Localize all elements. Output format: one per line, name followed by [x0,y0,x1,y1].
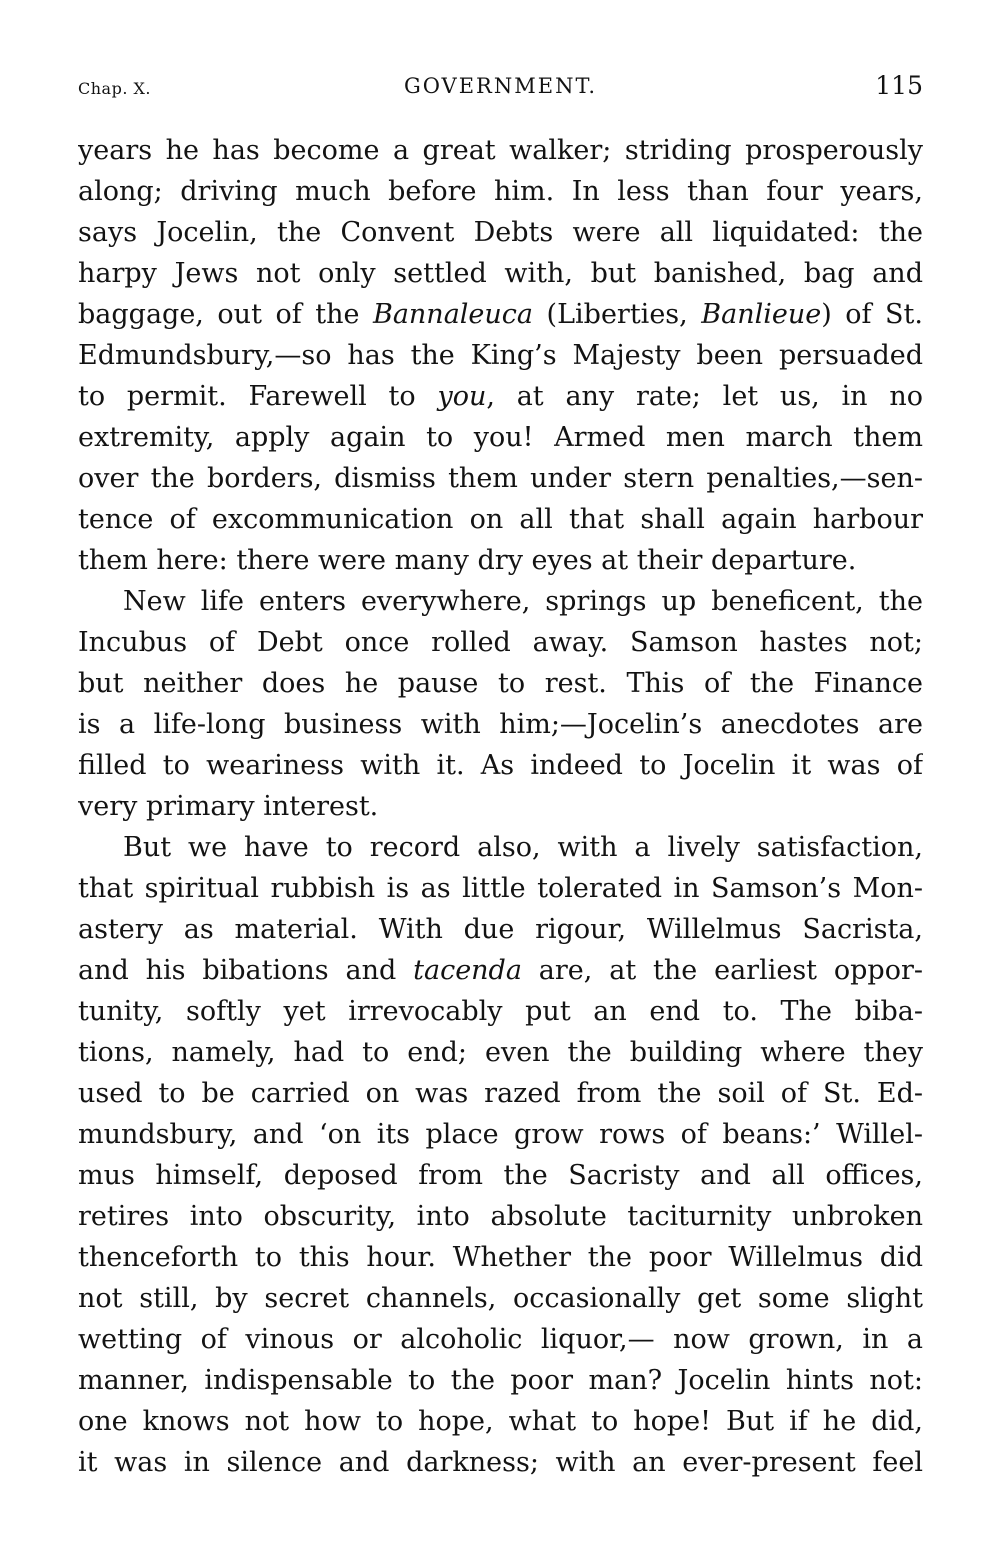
text-segment: tions, namely, had to end; even the building where they [78,1037,923,1068]
text-line [78,827,923,868]
text-segment: one knows not how to hope, what to hope! But if he did, [78,1406,923,1437]
text-line [78,909,923,950]
text-line [78,991,923,1032]
text-segment: tunity, softly yet irrevocably put an end to. The biba- [78,996,923,1027]
text-segment: , at any rate; let us, in no [486,381,923,412]
text-line [78,950,923,991]
text-line [78,704,923,745]
text-segment: (Liberties, [533,299,702,330]
text-line [78,663,923,704]
text-segment: to permit. Farewell to [78,381,438,412]
text-segment: used to be carried on was razed from the soil of St. Ed- [78,1078,923,1109]
text-line [78,1278,923,1319]
page-body [78,130,923,1483]
text-segment: not still, by secret channels, occasionally get some slight [78,1283,923,1314]
text-segment: mus himself, deposed from the Sacristy and all offices, [78,1160,923,1191]
text-line [78,499,923,540]
text-line [78,253,923,294]
text-segment: but neither does he pause to rest. This of the Finance [78,668,923,699]
text-segment: Incubus of Debt once rolled away. Samson hastes not; [78,627,923,658]
text-line [78,1442,923,1483]
text-line [78,622,923,663]
italic-text: you [437,381,487,412]
text-segment: filled to weariness with it. As indeed to Jocelin it was of [78,750,923,781]
text-line [78,1401,923,1442]
italic-text: Bannaleuca [372,299,534,330]
text-line [78,868,923,909]
text-line [78,745,923,786]
text-segment: is a life-long business with him;—Jocelin’s anecdotes are [78,709,923,740]
text-line [78,376,923,417]
text-line [78,171,923,212]
text-line [78,417,923,458]
text-segment: very primary interest. [78,791,379,822]
text-line [78,1073,923,1114]
text-segment: years he has become a great walker; striding prosperously [78,135,923,166]
running-header [78,64,923,98]
paragraph [78,827,923,1483]
text-segment: along; driving much before him. In less than four years, [78,176,923,207]
text-line [78,212,923,253]
text-line [78,1319,923,1360]
text-segment: But we have to record also, with a lively satisfaction, [123,832,923,863]
text-line [78,335,923,376]
text-segment: it was in silence and darkness; with an ever-present feel [78,1447,923,1478]
text-segment: mundsbury, and ‘on its place grow rows of beans:’ Willel- [78,1119,923,1150]
text-line [78,130,923,171]
text-line [78,1196,923,1237]
italic-text: tacenda [413,955,522,986]
text-segment: wetting of vinous or alcoholic liquor,— now grown, in a [78,1324,923,1355]
text-segment: harpy Jews not only settled with, but banished, bag and [78,258,923,289]
text-segment: retires into obscurity, into absolute taciturnity unbroken [78,1201,923,1232]
text-line [78,1237,923,1278]
text-segment: over the borders, dismiss them under stern penalties,—sen- [78,463,923,494]
page-number: 115 [875,71,923,100]
text-segment: Edmundsbury,—so has the King’s Majesty been persuaded [78,340,923,371]
text-line [78,540,923,581]
text-line [78,458,923,499]
text-segment: ) of St. [821,299,923,330]
text-segment: thenceforth to this hour. Whether the poor Willelmus did [78,1242,923,1273]
text-segment: says Jocelin, the Convent Debts were all liquidated: the [78,217,923,248]
text-segment: them here: there were many dry eyes at their departure. [78,545,857,576]
text-line [78,786,923,827]
italic-text: Banlieue [701,299,822,330]
text-segment: New life enters everywhere, springs up beneficent, the [123,586,923,617]
paragraph [78,130,923,581]
text-line [78,294,923,335]
text-line [78,1155,923,1196]
text-segment: astery as material. With due rigour, Willelmus Sacrista, [78,914,923,945]
text-segment: tence of excommunication on all that shall again harbour [78,504,923,535]
text-line [78,1114,923,1155]
text-segment: and his bibations and [78,955,414,986]
text-segment: manner, indispensable to the poor man? Jocelin hints not: [78,1365,923,1396]
text-line [78,581,923,622]
text-line [78,1360,923,1401]
paragraph [78,581,923,827]
text-segment: baggage, out of the [78,299,373,330]
text-segment: extremity, apply again to you! Armed men march them [78,422,923,453]
chapter-label: Chap. X. [78,79,151,98]
text-segment: that spiritual rubbish is as little tolerated in Samson’s Mon- [78,873,923,904]
text-segment: are, at the earliest oppor- [521,955,923,986]
running-title: GOVERNMENT. [403,74,598,98]
text-line [78,1032,923,1073]
